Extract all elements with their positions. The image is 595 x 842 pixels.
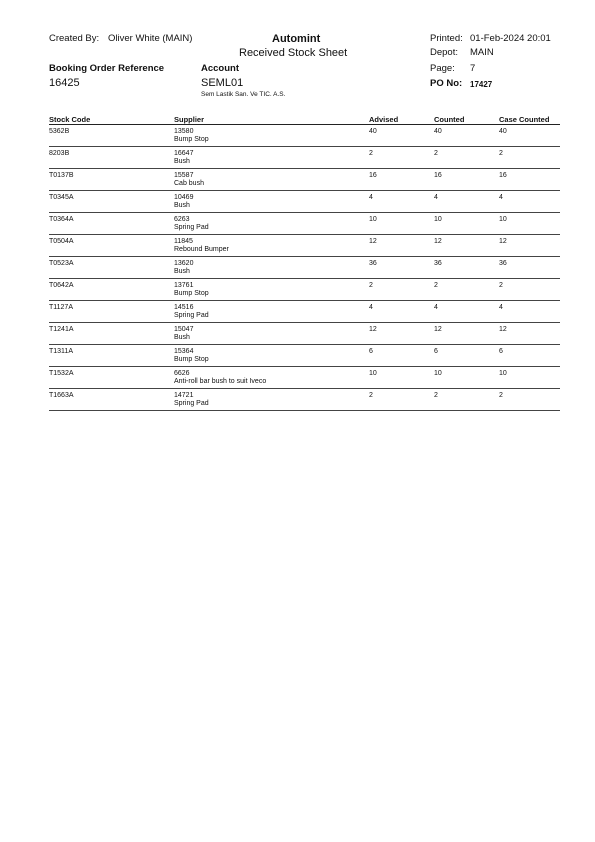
description-cell: Spring Pad <box>174 400 209 407</box>
advised-cell: 10 <box>369 216 377 223</box>
booking-ref-value: 16425 <box>49 77 80 89</box>
stock-code-cell: T1663A <box>49 392 74 399</box>
counted-cell: 10 <box>434 216 442 223</box>
page-label: Page: <box>430 63 455 74</box>
advised-cell: 4 <box>369 304 373 311</box>
stock-code-cell: T0642A <box>49 282 74 289</box>
col-supplier: Supplier <box>174 115 205 124</box>
advised-cell: 4 <box>369 194 373 201</box>
depot-value: MAIN <box>470 47 494 58</box>
account-label: Account <box>201 63 239 74</box>
description-cell: Bush <box>174 202 190 209</box>
po-value: 17427 <box>470 80 493 89</box>
supplier-code-cell: 11845 <box>174 238 193 245</box>
stock-code-cell: 5362B <box>49 128 70 135</box>
table-row <box>49 367 560 389</box>
counted-cell: 16 <box>434 172 442 179</box>
col-stock-code: Stock Code <box>49 115 91 124</box>
supplier-code-cell: 13580 <box>174 128 194 135</box>
printed-value: 01-Feb-2024 20:01 <box>470 33 551 44</box>
table-row <box>49 125 560 147</box>
case-counted-cell: 10 <box>499 370 507 377</box>
supplier-code-cell: 15047 <box>174 326 194 333</box>
supplier-code-cell: 15364 <box>174 348 194 355</box>
col-case-counted: Case Counted <box>499 115 550 124</box>
description-cell: Bush <box>174 158 190 165</box>
counted-cell: 12 <box>434 238 442 245</box>
counted-cell: 2 <box>434 150 438 157</box>
description-cell: Rebound Bumper <box>174 246 229 253</box>
created-by-value: Oliver White (MAIN) <box>108 33 193 44</box>
description-cell: Bump Stop <box>174 290 209 297</box>
counted-cell: 40 <box>434 128 442 135</box>
stock-code-cell: T1241A <box>49 326 74 333</box>
depot-label: Depot: <box>430 47 458 58</box>
counted-cell: 10 <box>434 370 442 377</box>
counted-cell: 36 <box>434 260 442 267</box>
table-row <box>49 235 560 257</box>
counted-cell: 2 <box>434 282 438 289</box>
counted-cell: 2 <box>434 392 438 399</box>
stock-code-cell: 8203B <box>49 150 70 157</box>
advised-cell: 12 <box>369 326 377 333</box>
advised-cell: 6 <box>369 348 373 355</box>
table-row <box>49 345 560 367</box>
stock-code-cell: T1127A <box>49 304 73 311</box>
supplier-code-cell: 6626 <box>174 370 190 377</box>
supplier-code-cell: 13620 <box>174 260 194 267</box>
po-label: PO No: <box>430 78 463 89</box>
sheet-title: Received Stock Sheet <box>239 47 348 59</box>
supplier-code-cell: 16647 <box>174 150 194 157</box>
case-counted-cell: 12 <box>499 326 507 333</box>
description-cell: Spring Pad <box>174 312 209 319</box>
case-counted-cell: 2 <box>499 282 503 289</box>
advised-cell: 12 <box>369 238 377 245</box>
table-row <box>49 389 560 411</box>
account-name: Sem Lastik San. Ve TIC. A.S. <box>201 91 286 98</box>
description-cell: Bump Stop <box>174 356 209 363</box>
description-cell: Spring Pad <box>174 224 209 231</box>
table-row <box>49 191 560 213</box>
table-row <box>49 213 560 235</box>
supplier-code-cell: 6263 <box>174 216 190 223</box>
description-cell: Bump Stop <box>174 136 209 143</box>
advised-cell: 2 <box>369 150 373 157</box>
description-cell: Cab bush <box>174 180 204 187</box>
stock-code-cell: T0345A <box>49 194 74 201</box>
advised-cell: 2 <box>369 282 373 289</box>
account-code: SEML01 <box>201 77 244 89</box>
case-counted-cell: 10 <box>499 216 507 223</box>
page-value: 7 <box>470 63 476 74</box>
table-row <box>49 169 560 191</box>
stock-code-cell: T1311A <box>49 348 73 355</box>
company-name: Automint <box>272 33 321 45</box>
case-counted-cell: 4 <box>499 194 503 201</box>
supplier-code-cell: 14721 <box>174 392 194 399</box>
stock-code-cell: T0137B <box>49 172 74 179</box>
table-row <box>49 279 560 301</box>
supplier-code-cell: 13761 <box>174 282 194 289</box>
advised-cell: 16 <box>369 172 377 179</box>
advised-cell: 40 <box>369 128 377 135</box>
case-counted-cell: 2 <box>499 392 503 399</box>
supplier-code-cell: 10469 <box>174 194 194 201</box>
stock-code-cell: T0364A <box>49 216 74 223</box>
description-cell: Anti-roll bar bush to suit Iveco <box>174 378 267 385</box>
description-cell: Bush <box>174 334 190 341</box>
stock-code-cell: T0523A <box>49 260 74 267</box>
table-row <box>49 301 560 323</box>
supplier-code-cell: 15587 <box>174 172 194 179</box>
stock-code-cell: T1532A <box>49 370 74 377</box>
table-row <box>49 147 560 169</box>
counted-cell: 12 <box>434 326 442 333</box>
case-counted-cell: 4 <box>499 304 503 311</box>
booking-ref-label: Booking Order Reference <box>49 63 165 74</box>
created-by-label: Created By: <box>49 33 100 44</box>
advised-cell: 36 <box>369 260 377 267</box>
col-counted: Counted <box>434 115 465 124</box>
description-cell: Bush <box>174 268 190 275</box>
supplier-code-cell: 14516 <box>174 304 194 311</box>
case-counted-cell: 40 <box>499 128 507 135</box>
advised-cell: 2 <box>369 392 373 399</box>
case-counted-cell: 12 <box>499 238 507 245</box>
case-counted-cell: 6 <box>499 348 503 355</box>
stock-table-body <box>49 125 560 411</box>
table-row <box>49 257 560 279</box>
counted-cell: 6 <box>434 348 438 355</box>
printed-label: Printed: <box>430 33 463 44</box>
stock-code-cell: T0504A <box>49 238 74 245</box>
advised-cell: 10 <box>369 370 377 377</box>
counted-cell: 4 <box>434 194 438 201</box>
case-counted-cell: 36 <box>499 260 507 267</box>
col-advised: Advised <box>369 115 399 124</box>
case-counted-cell: 16 <box>499 172 507 179</box>
counted-cell: 4 <box>434 304 438 311</box>
table-row <box>49 323 560 345</box>
case-counted-cell: 2 <box>499 150 503 157</box>
